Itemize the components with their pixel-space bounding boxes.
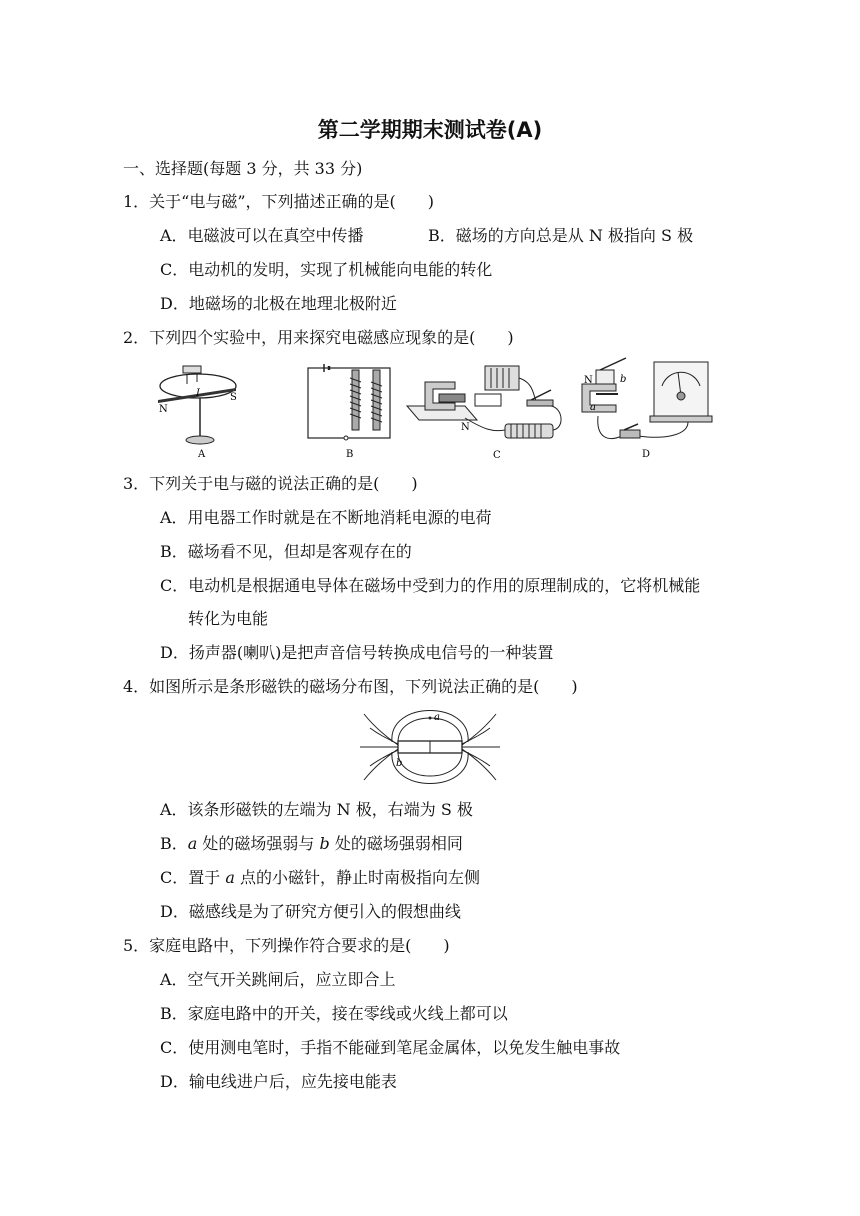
q1-option-a: A．电磁波可以在真空中传播 (160, 226, 364, 245)
fig-a-n-label: N (159, 404, 168, 415)
section-heading: 一、选择题(每题 3 分，共 33 分) (123, 159, 363, 178)
q4-stem: 4．如图所示是条形磁铁的磁场分布图，下列说法正确的是( ) (123, 677, 578, 696)
q3-option-d: D．扬声器(喇叭)是把声音信号转换成电信号的一种装置 (160, 643, 554, 662)
q4-fig-a-label: a (434, 712, 440, 723)
q3-option-b: B．磁场看不见，但却是客观存在的 (160, 542, 412, 561)
q2-figure-d (578, 356, 713, 462)
q2-figure-a (150, 360, 250, 460)
q5-option-b: B．家庭电路中的开关，接在零线或火线上都可以 (160, 1004, 508, 1023)
q4-option-d: D．磁感线是为了研究方便引入的假想曲线 (160, 902, 461, 921)
q5-stem: 5．家庭电路中，下列操作符合要求的是( ) (123, 936, 450, 955)
page-title: 第二学期期末测试卷(A) (317, 118, 543, 142)
q1-option-c: C．电动机的发明，实现了机械能向电能的转化 (160, 260, 493, 279)
fig-a-s-label: S (230, 392, 237, 403)
fig-d-a-label: a (590, 402, 596, 413)
fig-a-current-label: I (196, 388, 200, 399)
q4-magnet-figure (358, 704, 502, 790)
q5-option-a: A．空气开关跳闸后，应立即合上 (160, 970, 396, 989)
q1-option-d: D．地磁场的北极在地理北极附近 (160, 294, 397, 313)
fig-d-b-label: b (620, 374, 627, 385)
fig-d-n-label: N (584, 375, 593, 386)
q1-option-b: B．磁场的方向总是从 N 极指向 S 极 (428, 226, 694, 245)
q4-option-c: C．置于 a 点的小磁针，静止时南极指向左侧 (160, 868, 480, 887)
q4-fig-b-label: b (396, 758, 403, 769)
q2-figure-c (405, 358, 575, 462)
fig-d-label: D (642, 449, 651, 460)
q4-option-a: A．该条形磁铁的左端为 N 极，右端为 S 极 (160, 800, 473, 819)
q5-option-d: D．输电线进户后，应先接电能表 (160, 1072, 397, 1091)
q3-option-c-continued: 转化为电能 (188, 609, 269, 628)
q3-option-a: A．用电器工作时就是在不断地消耗电源的电荷 (160, 508, 492, 527)
q2-figure-b (300, 360, 400, 460)
fig-b-label: B (346, 449, 354, 460)
q3-option-c: C．电动机是根据通电导体在磁场中受到力的作用的原理制成的，它将机械能 (160, 576, 701, 595)
fig-c-label: C (493, 450, 501, 461)
q2-stem: 2．下列四个实验中，用来探究电磁感应现象的是( ) (123, 328, 514, 347)
q3-stem: 3．下列关于电与磁的说法正确的是( ) (123, 474, 418, 493)
fig-a-label: A (198, 449, 206, 460)
q5-option-c: C．使用测电笔时，手指不能碰到笔尾金属体，以免发生触电事故 (160, 1038, 621, 1057)
fig-c-n-label: N (461, 422, 470, 433)
q1-stem: 1．关于“电与磁”，下列描述正确的是( ) (123, 192, 435, 211)
q4-option-b: B．a 处的磁场强弱与 b 处的磁场强弱相同 (160, 834, 463, 853)
